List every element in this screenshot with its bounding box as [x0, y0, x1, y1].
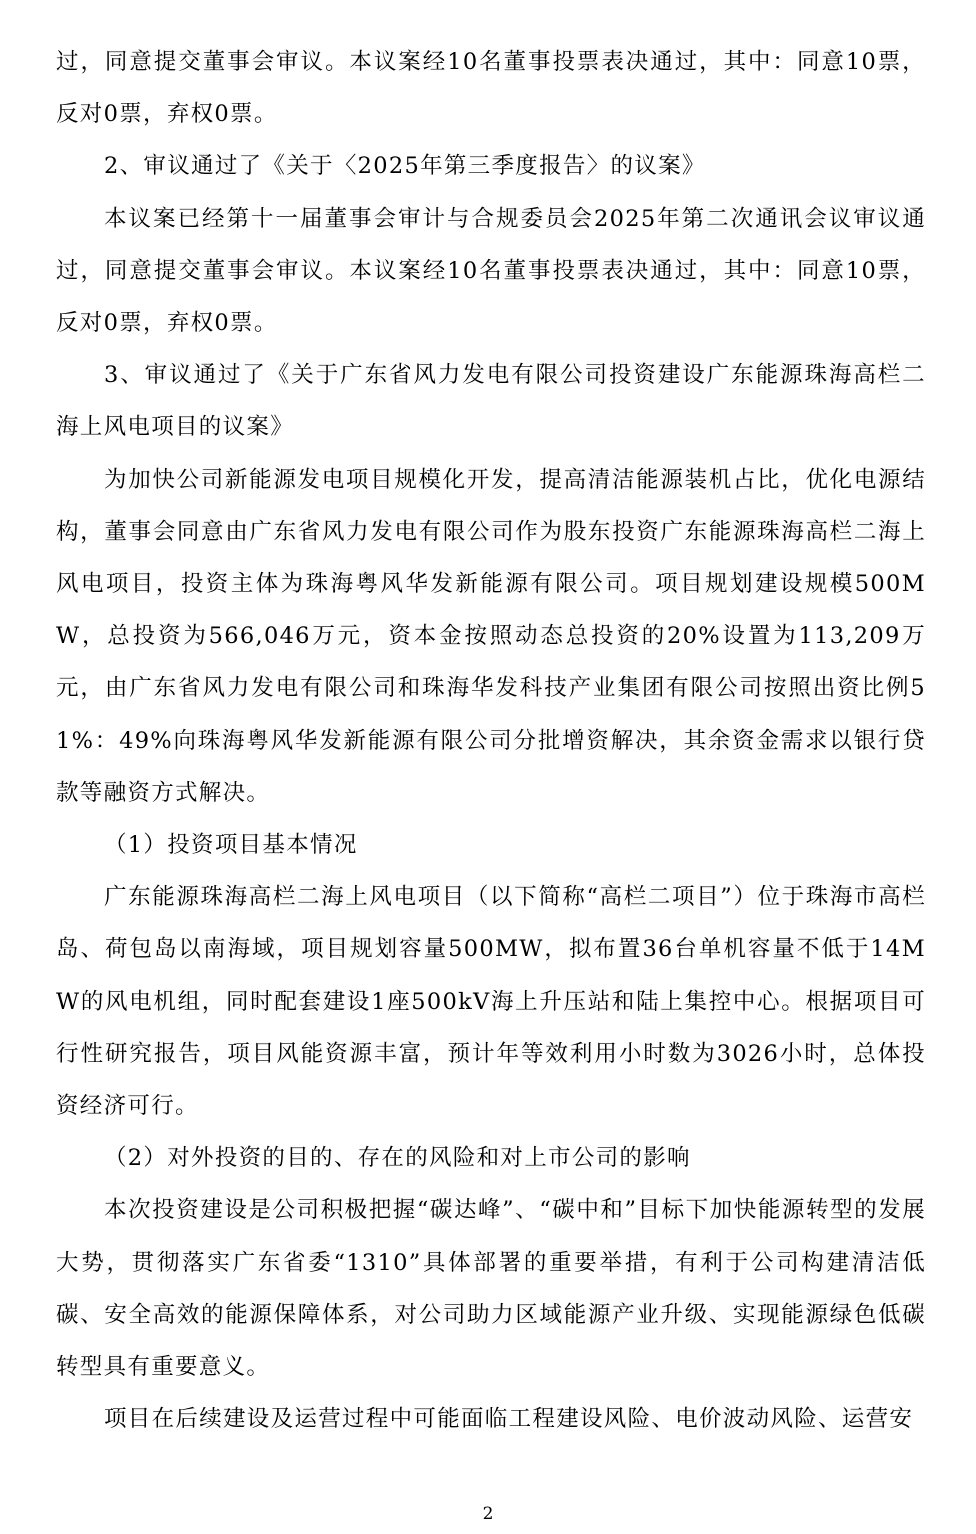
heading-agenda-item-3: 3、审议通过了《关于广东省风力发电有限公司投资建设广东能源珠海高栏二海上风电项目的议案》: [56, 362, 926, 441]
paragraph-investment-purpose: 本次投资建设是公司积极把握“碳达峰”、“碳中和”目标下加快能源转型的发展大势，贯彻落实广东省委“1310”具体部署的重要举措，有利于公司构建清洁低碳、安全高效的能源保障体系，对公司助力区域能源产业升级、实现能源绿色低碳转型具有重要意义。: [56, 1197, 926, 1381]
page-number: 2: [482, 1504, 494, 1524]
paragraph-investment-overview: 为加快公司新能源发电项目规模化开发，提高清洁能源装机占比，优化电源结构，董事会同意由广东省风力发电有限公司作为股东投资广东能源珠海高栏二海上风电项目，投资主体为珠海粤风华发新能源有限公司。项目规划建设规模500MW，总投资为566,046万元，资本金按照动态总投资的20%设置为113,209万元，由广东省风力发电有限公司和珠海华发科技产业集团有限公司按照出资比例51%：49%向珠海粤风华发新能源有限公司分批增资解决，其余资金需求以银行贷款等融资方式解决。: [56, 466, 926, 806]
paragraph-project-basics: 广东能源珠海高栏二海上风电项目（以下简称“高栏二项目”）位于珠海市高栏岛、荷包岛以南海域，项目规划容量500MW，拟布置36台单机容量不低于14MW的风电机组，同时配套建设1座500kV海上升压站和陆上集控中心。根据项目可行性研究报告，项目风能资源丰富，预计年等效利用小时数为3026小时，总体投资经济可行。: [56, 884, 926, 1120]
paragraph-agenda-item-2-body: 本议案已经第十一届董事会审计与合规委员会2025年第二次通讯会议审议通过，同意提交董事会审议。本议案经10名董事投票表决通过，其中：同意10票，反对0票，弃权0票。: [56, 205, 926, 337]
document-body: [56, 36, 926, 1445]
paragraph-project-risks: 项目在后续建设及运营过程中可能面临工程建设风险、电价波动风险、运营安: [104, 1406, 914, 1433]
subheading-investment-purpose-risks: （2）对外投资的目的、存在的风险和对上市公司的影响: [104, 1145, 691, 1172]
paragraph-vote-result-1: 过，同意提交董事会审议。本议案经10名董事投票表决通过，其中：同意10票，反对0票，弃权0票。: [56, 49, 926, 128]
subheading-project-basics: （1）投资项目基本情况: [104, 832, 358, 859]
heading-agenda-item-2: 2、审议通过了《关于〈2025年第三季度报告〉的议案》: [104, 153, 706, 180]
